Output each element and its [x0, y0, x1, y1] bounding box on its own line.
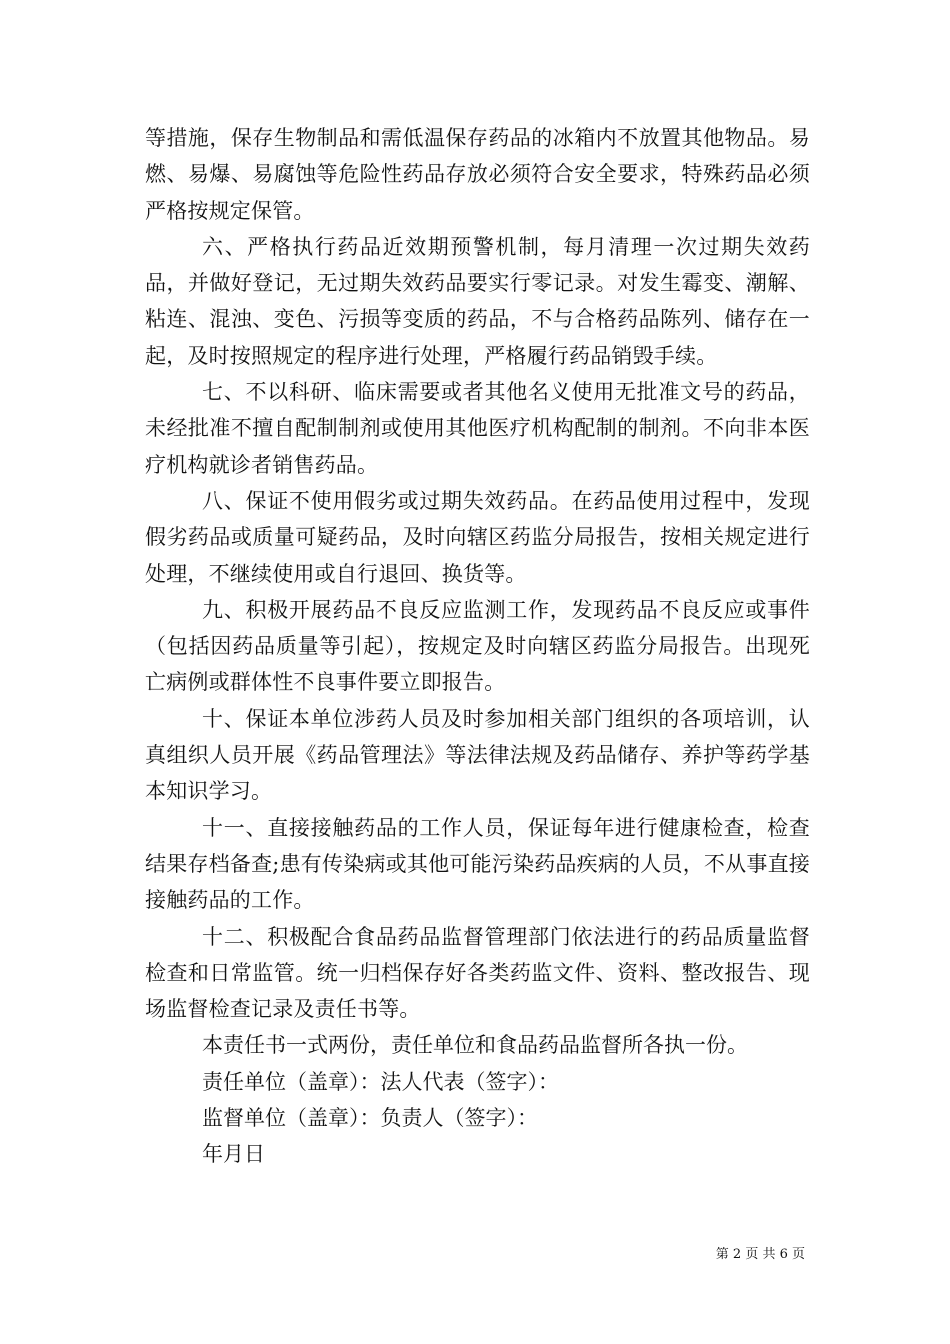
responsible-unit-signature-line: 责任单位（盖章）：法人代表（签字）：	[202, 1069, 559, 1094]
copies-statement: 本责任书一式两份，责任单位和食品药品监督所各执一份。	[202, 1033, 748, 1058]
paragraph-item-9: 九、积极开展药品不良反应监测工作，发现药品不良反应或事件（包括因药品质量等引起），按规定及时向辖区药监分局报告。出现死亡病例或群体性不良事件要立即报告。	[145, 597, 810, 695]
supervising-unit-signature-line: 监督单位（盖章）：负责人（签字）：	[202, 1106, 538, 1131]
paragraph-item-10: 十、保证本单位涉药人员及时参加相关部门组织的各项培训，认真组织人员开展《药品管理法》等法律法规及药品储存、养护等药学基本知识学习。	[145, 706, 810, 804]
paragraph-item-11: 十一、直接接触药品的工作人员，保证每年进行健康检查，检查结果存档备查;患有传染病或其他可能污染药品疾病的人员，不从事直接接触药品的工作。	[145, 815, 810, 913]
paragraph-item-8: 八、保证不使用假劣或过期失效药品。在药品使用过程中，发现假劣药品或质量可疑药品，及时向辖区药监分局报告，按相关规定进行处理，不继续使用或自行退回、换货等。	[145, 488, 810, 586]
paragraph-item-6: 六、严格执行药品近效期预警机制，每月清理一次过期失效药品，并做好登记，无过期失效药品要实行零记录。对发生霉变、潮解、粘连、混浊、变色、污损等变质的药品，不与合格药品陈列、储存在一起，及时按照规定的程序进行处理，严格履行药品销毁手续。	[145, 234, 810, 368]
document-body	[145, 120, 810, 1173]
paragraph-item-12: 十二、积极配合食品药品监督管理部门依法进行的药品质量监督检查和日常监管。统一归档保存好各类药监文件、资料、整改报告、现场监督检查记录及责任书等。	[145, 924, 810, 1022]
page-number: 第 2 页 共 6 页	[715, 1247, 805, 1262]
paragraph-continued: 等措施，保存生物制品和需低温保存药品的冰箱内不放置其他物品。易燃、易爆、易腐蚀等危险性药品存放必须符合安全要求，特殊药品必须严格按规定保管。	[145, 126, 810, 223]
date-line: 年月日	[202, 1142, 265, 1167]
paragraph-item-7: 七、不以科研、临床需要或者其他名义使用无批准文号的药品，未经批准不擅自配制制剂或使用其他医疗机构配制的制剂。不向非本医疗机构就诊者销售药品。	[145, 380, 810, 477]
